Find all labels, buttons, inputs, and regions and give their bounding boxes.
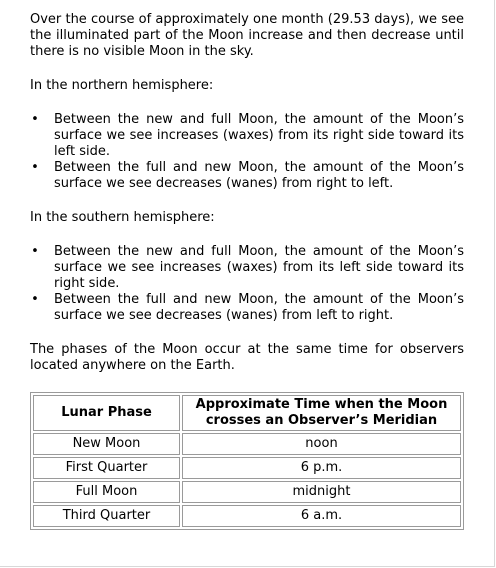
closing-paragraph: The phases of the Moon occur at the same time for observers located anywhere on the Earth. [30,342,464,373]
table-cell-time: midnight [182,481,461,503]
table-header-phase: Lunar Phase [33,395,180,431]
southern-hemisphere-heading: In the southern hemisphere: [30,210,215,225]
list-item [30,160,464,192]
northern-hemisphere-heading: In the northern hemisphere: [30,78,214,93]
table-cell-time: 6 a.m. [182,505,461,527]
southern-hemisphere-list [30,244,464,324]
table-cell-phase: Third Quarter [33,505,180,527]
intro-paragraph: Over the course of approximately one month (29.53 days), we see the illuminated part of the Moon increase and then decrease until there is no visible Moon in the sky. [30,12,464,59]
bullet-icon: • [31,244,39,259]
list-item [30,244,464,292]
table-row [33,505,461,527]
bullet-icon: • [31,160,39,175]
bullet-icon: • [31,112,39,127]
list-item-text: Between the full and new Moon, the amount of the Moon’s surface we see decreases (wanes) from right to left. [54,160,464,191]
table-header-row [33,395,461,431]
list-item-text: Between the new and full Moon, the amount of the Moon’s surface we see increases (waxes) from its right side toward its left side. [54,112,464,159]
table-row [33,433,461,455]
list-item-text: Between the full and new Moon, the amount of the Moon’s surface we see decreases (wanes) from left to right. [54,292,464,323]
lunar-phase-table [30,392,464,530]
list-item-text: Between the new and full Moon, the amount of the Moon’s surface we see increases (waxes) from its left side toward its right side. [54,244,464,291]
table-header-meridian-time: Approximate Time when the Moon crosses an Observer’s Meridian [182,395,461,431]
bullet-icon: • [31,292,39,307]
list-item [30,112,464,160]
list-item [30,292,464,324]
northern-hemisphere-list [30,112,464,192]
table-row [33,481,461,503]
table-cell-time: 6 p.m. [182,457,461,479]
table-cell-phase: Full Moon [33,481,180,503]
table-cell-phase: First Quarter [33,457,180,479]
table-cell-phase: New Moon [33,433,180,455]
table-cell-time: noon [182,433,461,455]
article-content [30,12,464,530]
table-row [33,457,461,479]
